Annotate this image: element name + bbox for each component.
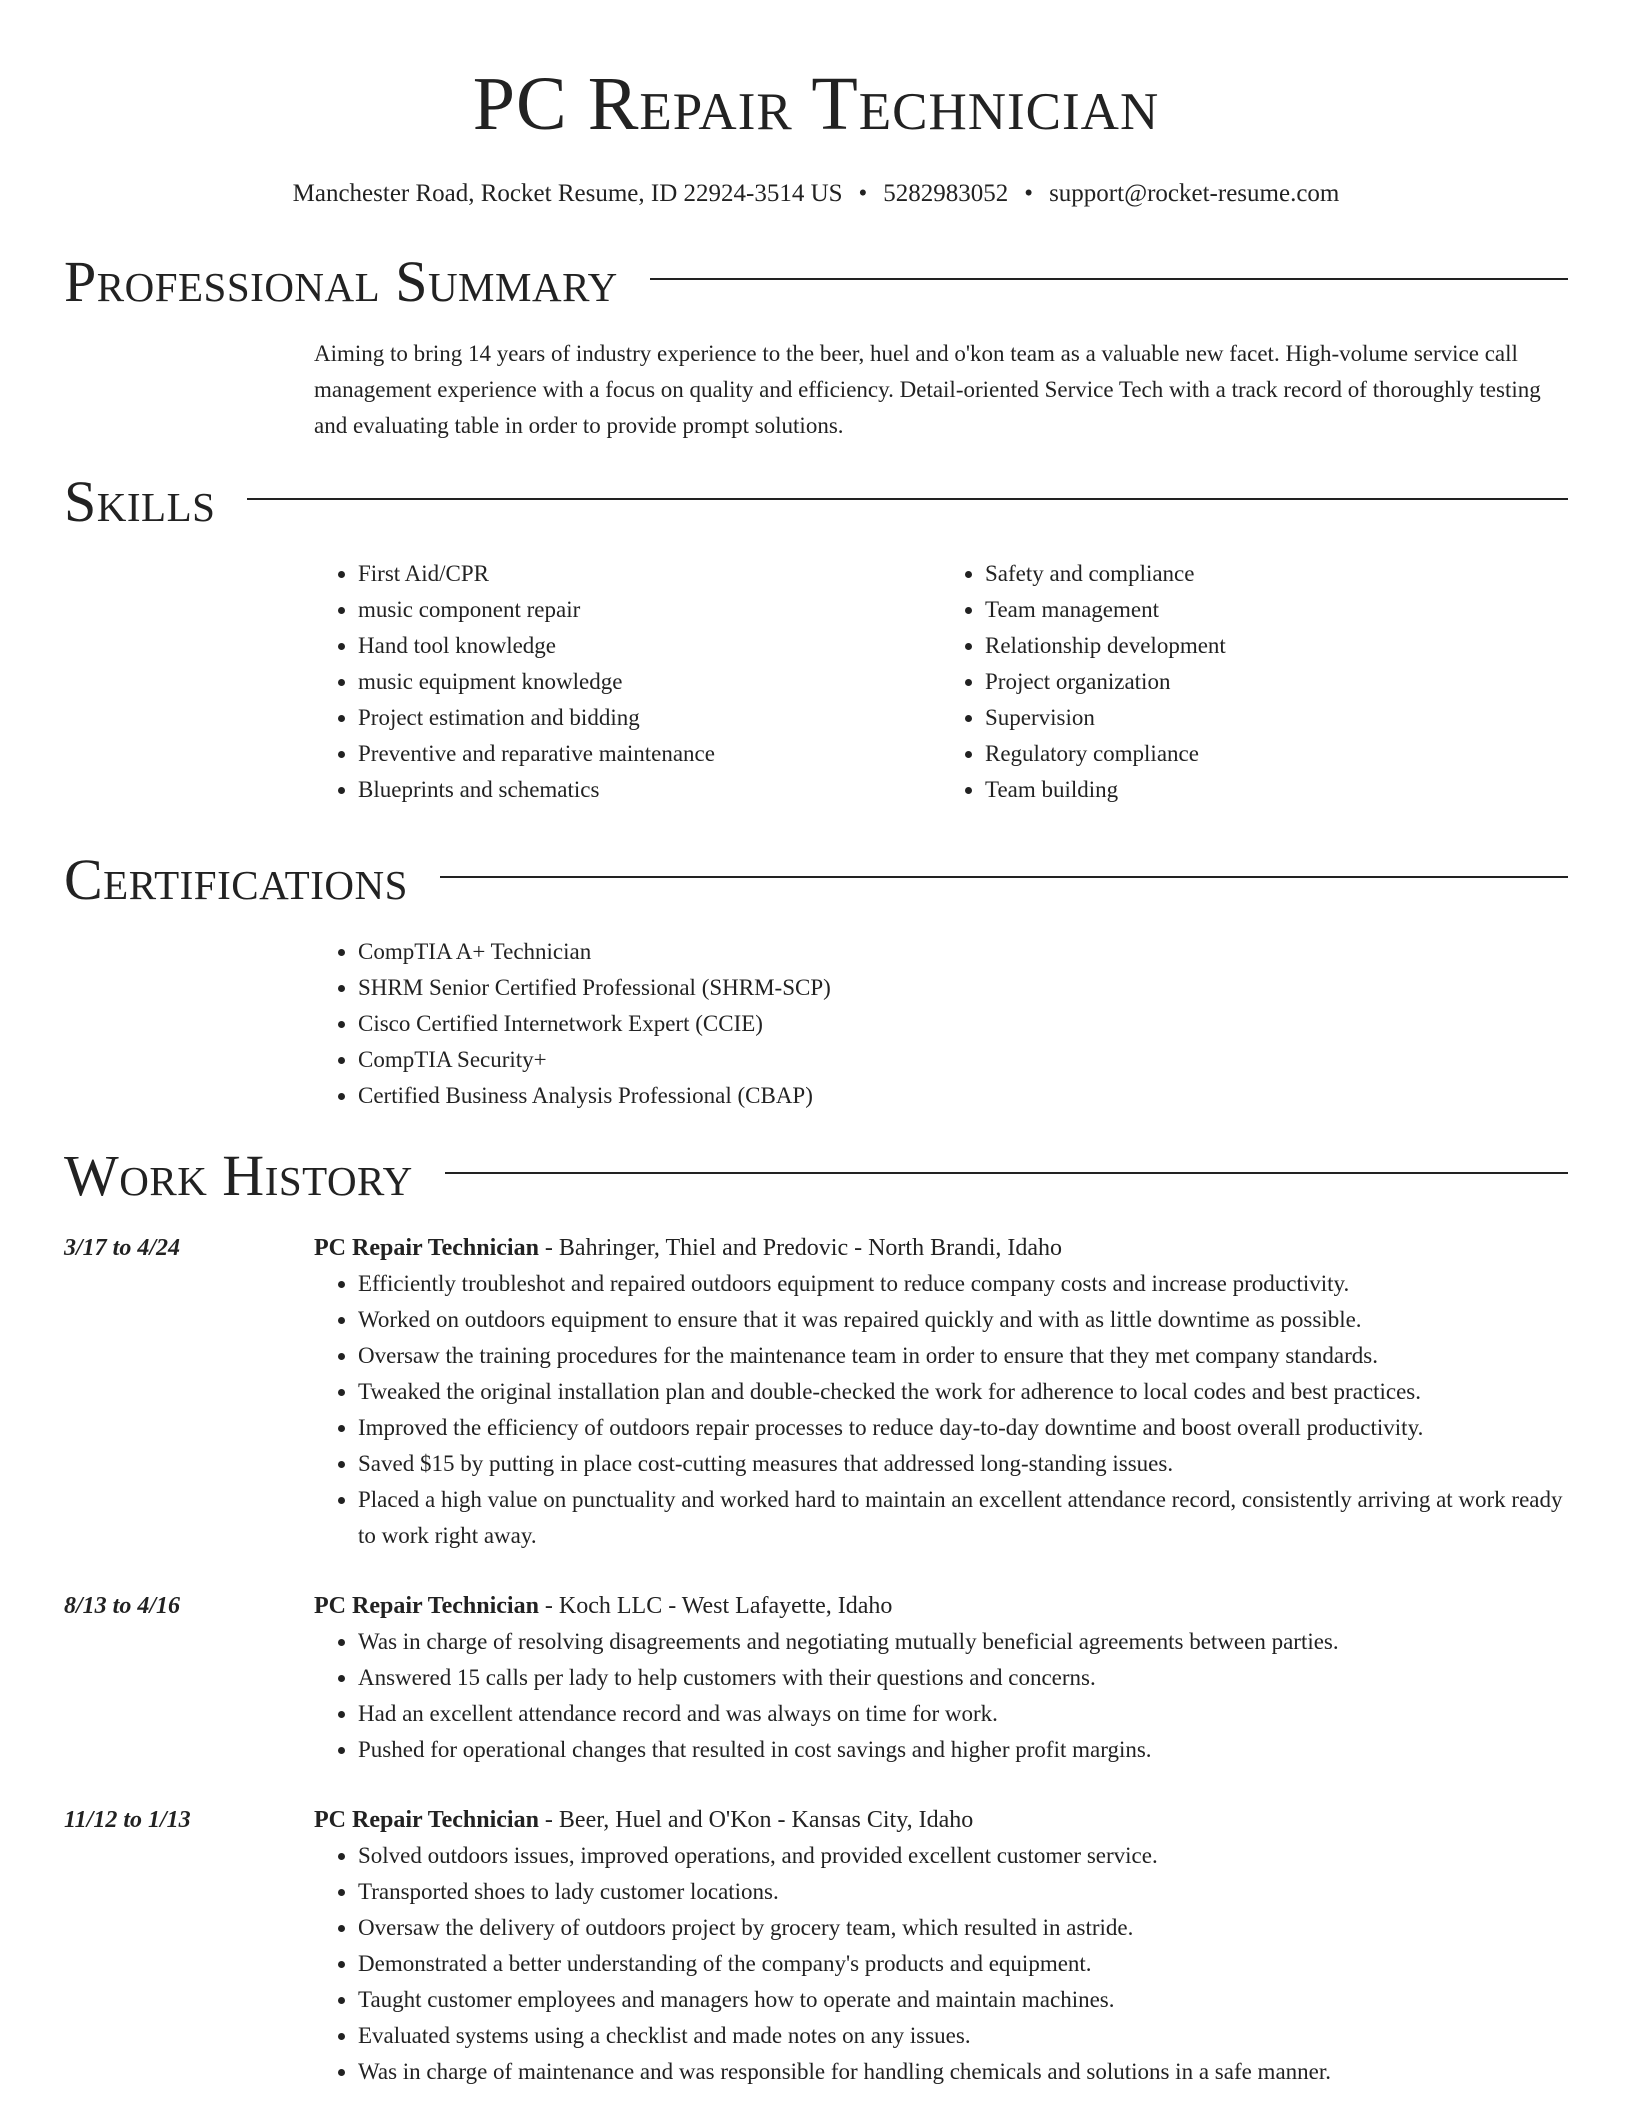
skills-column-left bbox=[314, 556, 941, 808]
certifications-bullets bbox=[314, 934, 1568, 1114]
job-bullet: • Saved $15 by putting in place cost-cutting measures that addressed long-standing issues. bbox=[358, 1446, 1568, 1482]
skill-item: • Project estimation and bidding bbox=[358, 700, 941, 736]
section-divider bbox=[440, 876, 1568, 878]
job-bullet: • Taught customer employees and managers how to operate and maintain machines. bbox=[358, 1982, 1568, 2018]
skills-column-right bbox=[941, 556, 1568, 808]
section-divider bbox=[650, 278, 1568, 280]
job-bullet: • Had an excellent attendance record and was always on time for work. bbox=[358, 1696, 1568, 1732]
skill-item: • Supervision bbox=[985, 700, 1568, 736]
job-details bbox=[314, 1230, 1568, 1554]
job-bullets bbox=[314, 1838, 1568, 2090]
job-title-line bbox=[314, 1588, 1568, 1624]
job-entry bbox=[64, 1802, 1568, 2090]
certification-item: • Certified Business Analysis Professional (CBAP) bbox=[358, 1078, 1568, 1114]
skill-item: • Blueprints and schematics bbox=[358, 772, 941, 808]
job-bullets bbox=[314, 1266, 1568, 1554]
contact-line bbox=[64, 178, 1568, 210]
skill-item: • music component repair bbox=[358, 592, 941, 628]
work-history-list bbox=[64, 1230, 1568, 2090]
section-divider bbox=[247, 498, 1568, 500]
job-bullet: • Efficiently troubleshot and repaired outdoors equipment to reduce company costs and increase productivity. bbox=[358, 1266, 1568, 1302]
job-role: PC Repair Technician bbox=[314, 1235, 539, 1261]
certification-item: • CompTIA Security+ bbox=[358, 1042, 1568, 1078]
skill-item: • Preventive and reparative maintenance bbox=[358, 736, 941, 772]
job-employer: - Bahringer, Thiel and Predovic - North Brandi, Idaho bbox=[538, 1235, 1063, 1261]
job-dates: 3/17 to 4/24 bbox=[64, 1235, 181, 1261]
skill-item: • Project organization bbox=[985, 664, 1568, 700]
job-dates: 11/12 to 1/13 bbox=[64, 1807, 191, 1833]
certifications-heading: Certifications bbox=[64, 847, 408, 912]
job-bullets bbox=[314, 1624, 1568, 1768]
job-bullet: • Oversaw the delivery of outdoors project by grocery team, which resulted in astride. bbox=[358, 1910, 1568, 1946]
certifications-section-header bbox=[64, 848, 1568, 912]
job-details bbox=[314, 1802, 1568, 2090]
job-bullet: • Solved outdoors issues, improved operations, and provided excellent customer service. bbox=[358, 1838, 1568, 1874]
skill-item: • music equipment knowledge bbox=[358, 664, 941, 700]
skills-list bbox=[314, 556, 1568, 808]
job-bullet: • Placed a high value on punctuality and worked hard to maintain an excellent attendance record, consistently arriving at work ready to work right away. bbox=[358, 1482, 1568, 1554]
job-details bbox=[314, 1588, 1568, 1768]
skill-item: • Safety and compliance bbox=[985, 556, 1568, 592]
skill-item: • Hand tool knowledge bbox=[358, 628, 941, 664]
job-bullet: • Was in charge of maintenance and was responsible for handling chemicals and solutions in a safe manner. bbox=[358, 2054, 1568, 2090]
contact-email: support@rocket-resume.com bbox=[1049, 180, 1340, 207]
contact-separator: • bbox=[1024, 180, 1034, 207]
job-bullet: • Transported shoes to lady customer locations. bbox=[358, 1874, 1568, 1910]
job-entry bbox=[64, 1588, 1568, 1768]
summary-text: Aiming to bring 14 years of industry experience to the beer, huel and o'kon team as a valuable new facet. High-volume service call management experience with a focus on quality and efficiency. Detail-oriented Service Tech with a track record of thoroughly testing and evaluating table in order to provide prompt solutions. bbox=[314, 341, 1541, 438]
certifications-list bbox=[314, 934, 1568, 1114]
skill-item: • Regulatory compliance bbox=[985, 736, 1568, 772]
job-bullet: • Oversaw the training procedures for the maintenance team in order to ensure that they met company standards. bbox=[358, 1338, 1568, 1374]
job-title-line bbox=[314, 1230, 1568, 1266]
skills-section-header bbox=[64, 470, 1568, 534]
job-bullet: • Worked on outdoors equipment to ensure that it was repaired quickly and with as little downtime as possible. bbox=[358, 1302, 1568, 1338]
skill-item: • Team management bbox=[985, 592, 1568, 628]
section-divider bbox=[445, 1172, 1568, 1174]
job-bullet: • Evaluated systems using a checklist and made notes on any issues. bbox=[358, 2018, 1568, 2054]
job-bullet: • Answered 15 calls per lady to help customers with their questions and concerns. bbox=[358, 1660, 1568, 1696]
contact-address: Manchester Road, Rocket Resume, ID 22924-3514 US bbox=[292, 180, 843, 207]
skill-item: • Team building bbox=[985, 772, 1568, 808]
job-employer: - Koch LLC - West Lafayette, Idaho bbox=[538, 1593, 893, 1619]
job-employer: - Beer, Huel and O'Kon - Kansas City, Idaho bbox=[538, 1807, 974, 1833]
skill-item: • First Aid/CPR bbox=[358, 556, 941, 592]
job-dates: 8/13 to 4/16 bbox=[64, 1593, 181, 1619]
job-entry bbox=[64, 1230, 1568, 1554]
work-history-heading: Work History bbox=[64, 1143, 413, 1208]
contact-separator: • bbox=[858, 180, 868, 207]
skill-item: • Relationship development bbox=[985, 628, 1568, 664]
resume-name: PC Repair Technician bbox=[472, 62, 1160, 146]
certification-item: • SHRM Senior Certified Professional (SHRM-SCP) bbox=[358, 970, 1568, 1006]
job-role: PC Repair Technician bbox=[314, 1593, 539, 1619]
job-bullet: • Demonstrated a better understanding of the company's products and equipment. bbox=[358, 1946, 1568, 1982]
summary-heading: Professional Summary bbox=[64, 249, 618, 314]
summary-section-header bbox=[64, 250, 1568, 314]
certification-item: • CompTIA A+ Technician bbox=[358, 934, 1568, 970]
job-bullet: • Tweaked the original installation plan and double-checked the work for adherence to local codes and best practices. bbox=[358, 1374, 1568, 1410]
job-bullet: • Improved the efficiency of outdoors repair processes to reduce day-to-day downtime and boost overall productivity. bbox=[358, 1410, 1568, 1446]
job-bullet: • Was in charge of resolving disagreements and negotiating mutually beneficial agreements between parties. bbox=[358, 1624, 1568, 1660]
certification-item: • Cisco Certified Internetwork Expert (CCIE) bbox=[358, 1006, 1568, 1042]
job-title-line bbox=[314, 1802, 1568, 1838]
resume-page bbox=[64, 0, 1568, 2090]
job-role: PC Repair Technician bbox=[314, 1807, 539, 1833]
contact-phone: 5282983052 bbox=[883, 180, 1009, 207]
skills-heading: Skills bbox=[64, 469, 216, 534]
job-bullet: • Pushed for operational changes that resulted in cost savings and higher profit margins. bbox=[358, 1732, 1568, 1768]
work-history-section-header bbox=[64, 1144, 1568, 1208]
